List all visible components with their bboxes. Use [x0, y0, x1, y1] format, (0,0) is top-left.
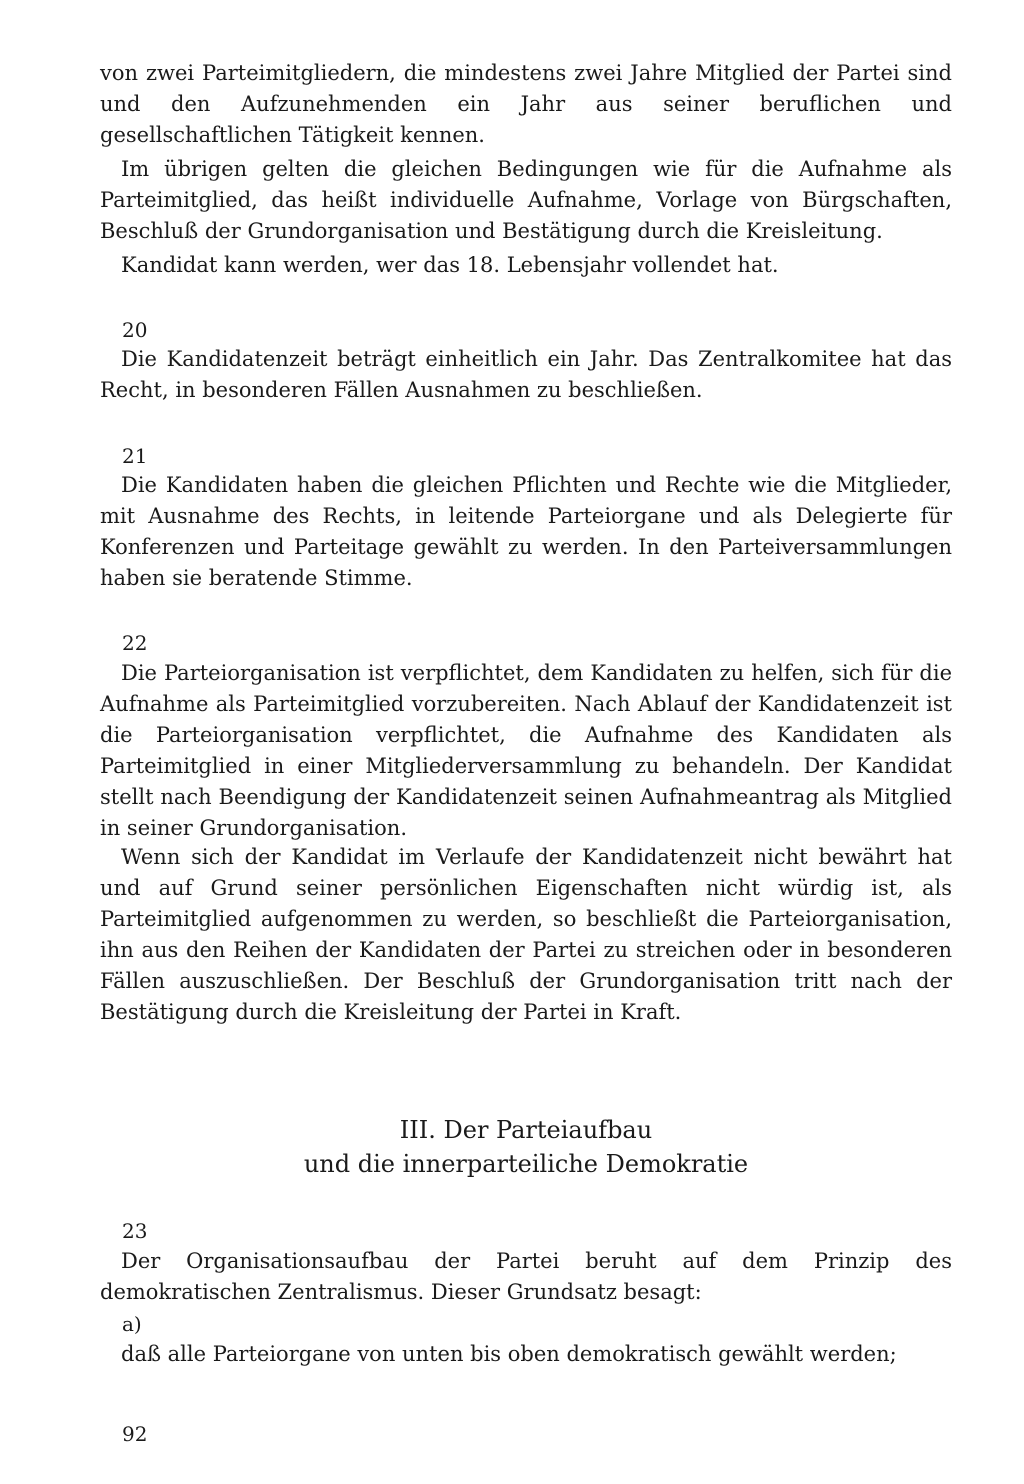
intro-paragraph-3: Kandidat kann werden, wer das 18. Lebensjahr vollendet hat.: [121, 253, 779, 277]
section-23-item-a-text: daß alle Parteiorgane von unten bis oben demokratisch gewählt werden;: [121, 1342, 897, 1366]
chapter-title-line-2: und die innerparteiliche Demokratie: [303, 1150, 749, 1178]
section-20-number: 20: [122, 318, 148, 342]
section-22-paragraph-1: Die Parteiorganisation ist verpflichtet, dem Kandidaten zu helfen, sich für die Aufnahme als Parteimitglied vorzubereiten. Nach Ablauf der Kandidatenzeit ist die Parteiorganisation verpflichtet, die Aufnahme des Kandidaten als Parteimitglied in einer Mitgliederversammlung zu behandeln. Der Kandidat stellt nach Beendigung der Kandidatenzeit seinen Aufnahmeantrag als Mitglied in seiner Grundorganisation.: [100, 661, 952, 840]
intro-paragraph-1: von zwei Parteimitgliedern, die mindestens zwei Jahre Mitglied der Partei sind und den Aufzunehmenden ein Jahr aus seiner beruflichen und gesellschaftlichen Tätigkeit kennen.: [100, 61, 952, 147]
section-23-item-a-label: a): [122, 1312, 142, 1336]
section-22-paragraph-2: Wenn sich der Kandidat im Verlaufe der Kandidatenzeit nicht bewährt hat und auf Grund seiner persönlichen Eigenschaften nicht würdig ist, als Parteimitglied aufgenommen zu werden, so beschließt die Parteiorganisation, ihn aus den Reihen der Kandidaten der Partei zu streichen oder in besonderen Fällen auszuschließen. Der Beschluß der Grundorganisation tritt nach der Bestätigung durch die Kreisleitung der Partei in Kraft.: [100, 845, 952, 1024]
page-number: 92: [122, 1422, 148, 1446]
section-23-number: 23: [122, 1219, 148, 1243]
section-20-paragraph: Die Kandidatenzeit beträgt einheitlich ein Jahr. Das Zentralkomitee hat das Recht, in besonderen Fällen Ausnahmen zu beschließen.: [100, 347, 952, 402]
section-23-paragraph: Der Organisationsaufbau der Partei beruht auf dem Prinzip des demokratischen Zentralismus. Dieser Grundsatz besagt:: [100, 1249, 952, 1304]
chapter-title-line-1: III. Der Parteiaufbau: [399, 1116, 653, 1144]
section-21-paragraph: Die Kandidaten haben die gleichen Pflichten und Rechte wie die Mitglieder, mit Ausnahme des Rechts, in leitende Parteiorgane und als Delegierte für Konferenzen und Parteitage gewählt zu werden. In den Parteiversammlungen haben sie beratende Stimme.: [100, 473, 952, 590]
section-21-number: 21: [122, 444, 148, 468]
section-22-number: 22: [122, 631, 148, 655]
intro-paragraph-2: Im übrigen gelten die gleichen Bedingungen wie für die Aufnahme als Parteimitglied, das heißt individuelle Aufnahme, Vorlage von Bürgschaften, Beschluß der Grundorganisation und Bestätigung durch die Kreisleitung.: [100, 157, 952, 243]
